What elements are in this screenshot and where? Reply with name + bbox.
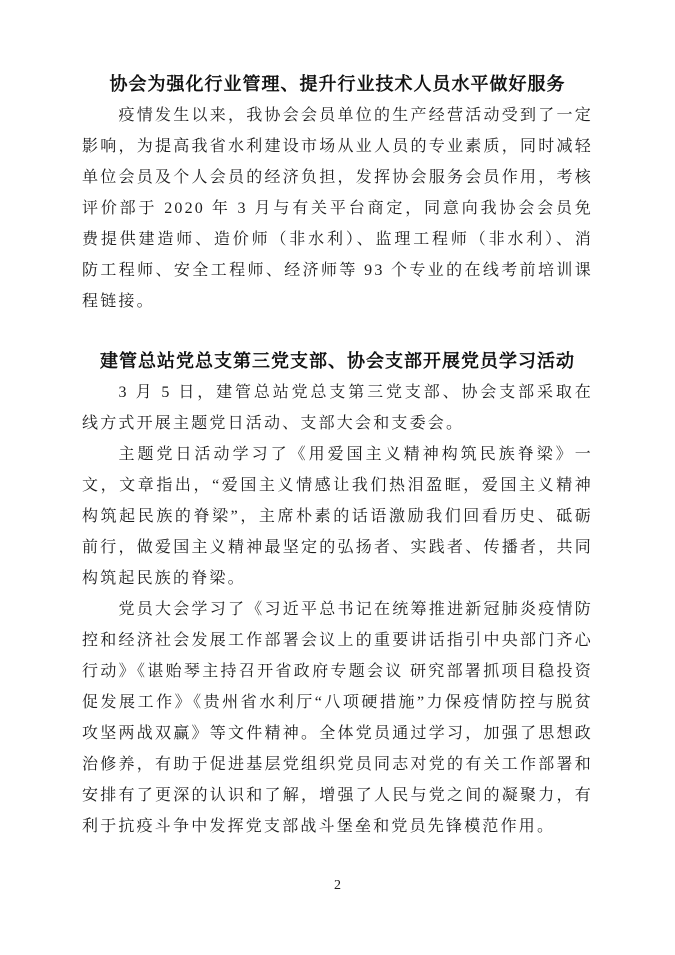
section-party-study-activity bbox=[82, 345, 593, 842]
paragraph: 疫情发生以来，我协会会员单位的生产经营活动受到了一定影响，为提高我省水利建设市场从业人员的专业素质，同时减轻单位会员及个人会员的经济负担，发挥协会服务会员作用，考核评价部于 2020 年 3 月与有关平台商定，同意向我协会会员免费提供建造师、造价师（非水利）、监理工程师（非水利）、消防工程师、安全工程师、经济师等 93 个专业的在线考前培训课程链接。 bbox=[82, 107, 593, 310]
paragraph: 主题党日活动学习了《用爱国主义精神构筑民族脊梁》一文，文章指出，“爱国主义情感让我们热泪盈眶，爱国主义精神构筑起民族的脊梁”，主席朴素的话语激励我们回看历史、砥砺前行，做爱国主义精神最坚定的弘扬者、实践者、传播者，共同构筑起民族的脊梁。 bbox=[82, 446, 593, 587]
page-content bbox=[82, 68, 593, 842]
section-association-service bbox=[82, 68, 593, 317]
paragraph: 3 月 5 日，建管总站党总支第三党支部、协会支部采取在线方式开展主题党日活动、支部大会和支委会。 bbox=[82, 384, 593, 432]
paragraph: 党员大会学习了《习近平总书记在统筹推进新冠肺炎疫情防控和经济社会发展工作部署会议上的重要讲话指引中央部门齐心行动》《谌贻琴主持召开省政府专题会议 研究部署抓项目稳投资促发展工作》《贵州省水利厅“八项硬措施”力保疫情防控与脱贫攻坚两战双赢》等文件精神。全体党员通过学习，加强了思想政治修养，有助于促进基层党组织党员同志对党的有关工作部署和安排有了更深的认识和了解，增强了人民与党之间的凝聚力，有利于抗疫斗争中发挥党支部战斗堡垒和党员先锋模范作用。 bbox=[82, 601, 593, 835]
page-number: 2 bbox=[334, 878, 341, 893]
section-title: 协会为强化行业管理、提升行业技术人员水平做好服务 bbox=[109, 74, 566, 94]
section-title: 建管总站党总支第三党支部、协会支部开展党员学习活动 bbox=[100, 351, 575, 371]
